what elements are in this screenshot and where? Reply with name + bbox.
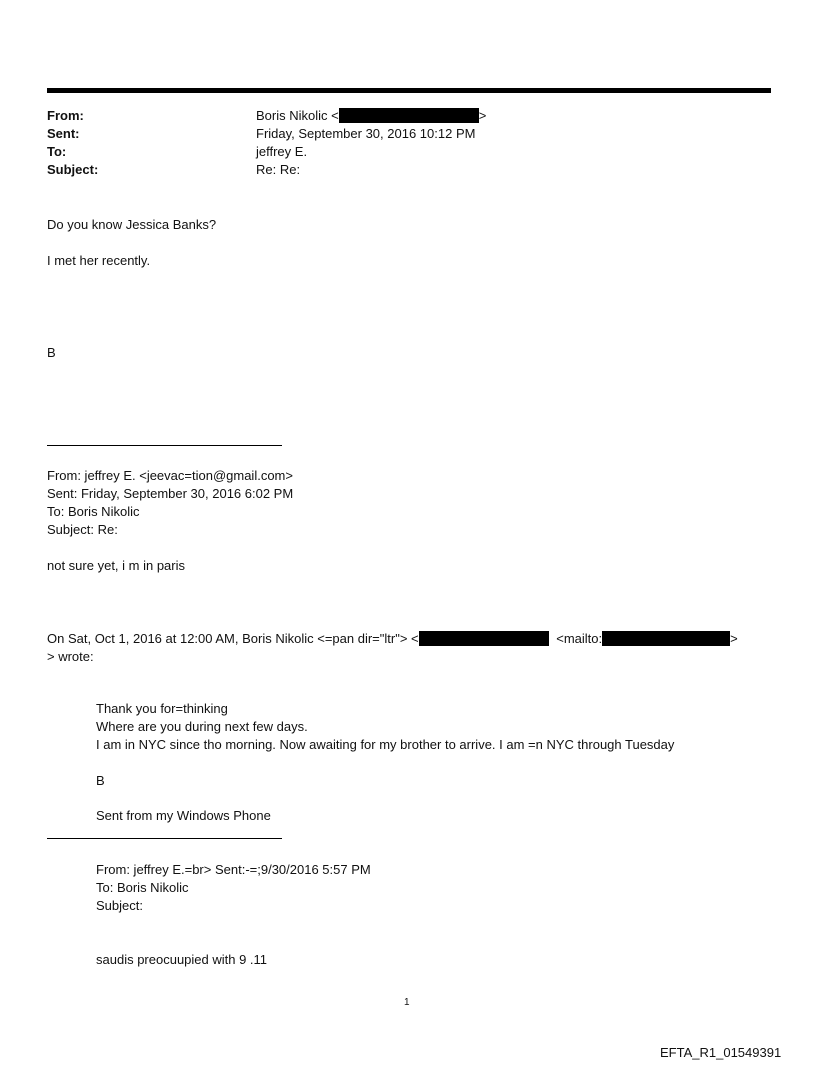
quoted-sent: Sent: Friday, September 30, 2016 6:02 PM	[47, 486, 294, 501]
quoted-signature: Sent from my Windows Phone	[96, 808, 271, 823]
to-value: jeffrey E.	[256, 144, 308, 159]
redaction-box	[419, 631, 549, 646]
from-label: From:	[47, 108, 84, 123]
from-close: >	[478, 108, 487, 123]
quoted-subject: Subject: Re:	[47, 522, 118, 537]
redaction-box	[339, 108, 479, 123]
quoted3-from: From: jeffrey E.=br> Sent:-=;9/30/2016 5:57 PM	[96, 862, 371, 877]
subject-label: Subject:	[47, 162, 99, 177]
body-line: I met her recently.	[47, 253, 151, 268]
sent-label: Sent:	[47, 126, 80, 141]
from-value	[256, 108, 486, 123]
quoted-line: Thank you for=thinking	[96, 701, 228, 716]
intro-close: >	[730, 631, 738, 646]
document-id: EFTA_R1_01549391	[660, 1045, 782, 1060]
to-label: To:	[47, 144, 67, 159]
quoted3-subject: Subject:	[96, 898, 143, 913]
separator	[47, 838, 282, 839]
body-sign: B	[47, 345, 56, 360]
intro-text: On Sat, Oct 1, 2016 at 12:00 AM, Boris Nikolic <=pan dir="ltr"> <	[47, 631, 419, 646]
from-name: Boris Nikolic <	[256, 108, 339, 123]
quoted3-to: To: Boris Nikolic	[96, 880, 189, 895]
quoted-intro	[47, 631, 738, 646]
header-rule	[47, 88, 771, 93]
quoted3-body: saudis preocuupied with 9 .11	[96, 952, 268, 967]
quoted-line: Where are you during next few days.	[96, 719, 308, 734]
intro-wrote: > wrote:	[47, 649, 94, 664]
quoted-to: To: Boris Nikolic	[47, 504, 140, 519]
separator	[47, 445, 282, 446]
page-number: 1	[404, 997, 410, 1008]
subject-value: Re: Re:	[256, 162, 301, 177]
quoted-sign: B	[96, 773, 105, 788]
body-line: Do you know Jessica Banks?	[47, 217, 217, 232]
intro-mailto: <mailto:	[556, 631, 603, 646]
sent-value: Friday, September 30, 2016 10:12 PM	[256, 126, 476, 141]
redaction-box	[602, 631, 730, 646]
quoted-line: I am in NYC since tho morning. Now awaiting for my brother to arrive. I am =n NYC through Tuesday	[96, 737, 675, 752]
quoted-from: From: jeffrey E. <jeevac=tion@gmail.com>	[47, 468, 293, 483]
quoted-body: not sure yet, i m in paris	[47, 558, 185, 573]
